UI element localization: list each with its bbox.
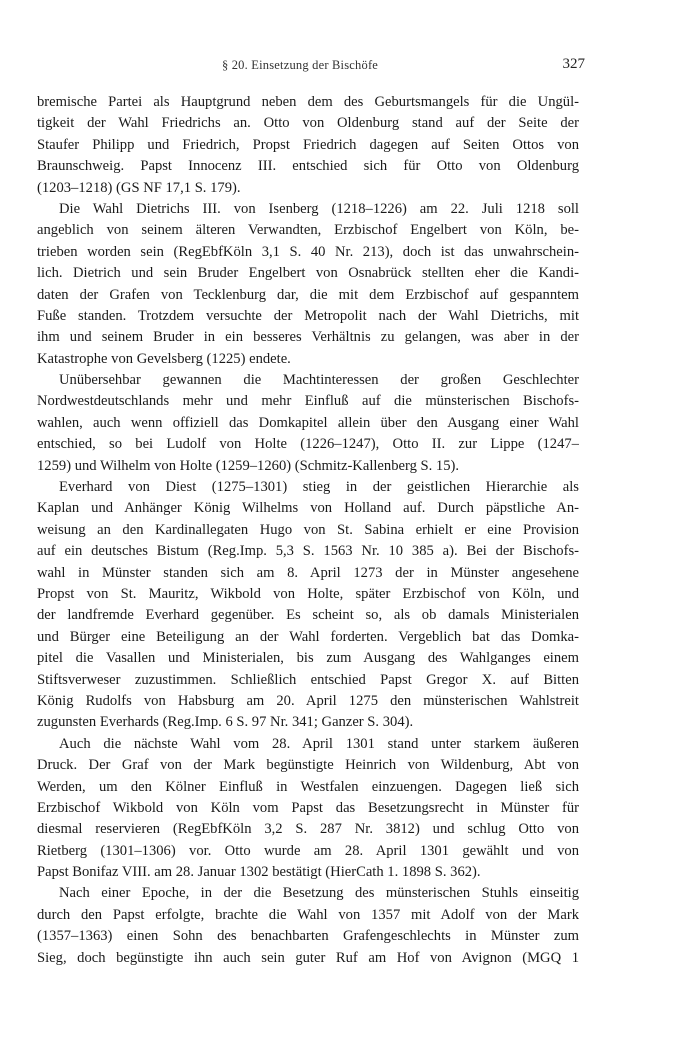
text-line: 1259) und Wilhelm von Holte (1259–1260) (Schmitz-Kallenberg S. 15). (37, 457, 460, 474)
text-line: wahl in Münster standen sich am 8. April 1273 der in Münster angesehene (37, 564, 579, 581)
text-line: Rietberg (1301–1306) vor. Otto wurde am 28. April 1301 gewählt und von (37, 842, 579, 859)
text-line: Stiftsverweser zuzustimmen. Schließlich entschied Papst Gregor X. auf Bitten (37, 671, 579, 688)
text-line: Staufer Philipp und Friedrich, Propst Friedrich dagegen auf Seiten Ottos von (37, 136, 579, 153)
text-line: weisung an den Kardinallegaten Hugo von St. Sabina erhielt er eine Provision (37, 521, 579, 538)
text-line: zugunsten Everhards (Reg.Imp. 6 S. 97 Nr. 341; Ganzer S. 304). (37, 714, 414, 731)
text-line: ihm und seinem Bruder in ein besseres Verhältnis zu gelangen, was aber in der (37, 329, 579, 346)
text-line: Katastrophe von Gevelsberg (1225) endete. (37, 350, 291, 367)
text-line: Auch die nächste Wahl vom 28. April 1301 stand unter starkem äußeren (59, 735, 579, 752)
text-line: wahlen, auch wenn offiziell das Domkapitel allein über den Ausgang einer Wahl (37, 414, 579, 431)
text-line: Sieg, doch begünstigte ihn auch sein guter Ruf am Hof von Avignon (MGQ 1 (37, 949, 579, 966)
paragraph-2 (37, 199, 579, 370)
paragraph-1 (37, 92, 579, 199)
text-line: Kaplan und Anhänger König Wilhelms von Holland auf. Durch päpstliche An- (37, 500, 579, 517)
text-line: tigkeit der Wahl Friedrichs an. Otto von Oldenburg stand auf der Seite der (37, 115, 579, 132)
text-line: pitel die Vasallen und Ministerialen, bis zum Ausgang des Wahlganges einem (37, 650, 579, 667)
text-line: Propst von St. Mauritz, Wikbold von Holte, später Erzbischof von Köln, und (37, 585, 579, 602)
paragraph-4 (37, 477, 579, 734)
text-line: diesmal reservieren (RegEbfKöln 3,2 S. 287 Nr. 3812) und schlug Otto von (37, 821, 579, 838)
text-line: (1357–1363) einen Sohn des benachbarten Grafengeschlechts in Münster zum (37, 928, 579, 945)
paragraph-6 (37, 883, 579, 969)
page-number: 327 (562, 56, 585, 72)
text-line: Fuße standen. Trotzdem versuchte der Metropolit nach der Wahl Dietrichs, mit (37, 307, 579, 324)
text-line: bremische Partei als Hauptgrund neben dem des Geburtsmangels für die Ungül- (37, 94, 579, 110)
running-head (0, 56, 700, 78)
text-line: Papst Bonifaz VIII. am 28. Januar 1302 bestätigt (HierCath 1. 1898 S. 362). (37, 864, 481, 881)
text-line: Erzbischof Wikbold von Köln vom Papst das Besetzungsrecht in Münster für (37, 799, 579, 816)
text-line: der landfremde Everhard gegenüber. Es scheint so, als ob damals Ministerialen (37, 607, 579, 624)
text-line: und Bürger eine Beteiligung an der Wahl forderten. Vergeblich bat das Domka- (37, 628, 579, 645)
text-line: Die Wahl Dietrichs III. von Isenberg (1218–1226) am 22. Juli 1218 soll (59, 200, 579, 217)
text-line: durch den Papst erfolgte, brachte die Wahl von 1357 mit Adolf von der Mark (37, 906, 579, 923)
text-line: König Rudolfs von Habsburg am 20. April 1275 den münsterischen Wahlstreit (37, 692, 579, 709)
text-line: trieben worden sein (RegEbfKöln 3,1 S. 40 Nr. 213), doch ist das unwahrschein- (37, 243, 579, 260)
text-line: Druck. Der Graf von der Mark begünstigte Heinrich von Wildenburg, Abt von (37, 757, 579, 774)
text-line: Nordwestdeutschlands mehr und mehr Einfluß auf die münsterischen Bischofs- (37, 393, 579, 410)
text-line: Everhard von Diest (1275–1301) stieg in der geistlichen Hierarchie als (59, 479, 579, 496)
text-line: Unübersehbar gewannen die Machtinteressen der großen Geschlechter (59, 372, 579, 389)
text-line: entschied, so bei Ludolf von Holte (1226–1247), Otto II. zur Lippe (1247– (37, 436, 579, 453)
paragraph-3 (37, 370, 579, 477)
text-line: Braunschweig. Papst Innocenz III. entschied sich für Otto von Oldenburg (37, 158, 579, 175)
running-title: § 20. Einsetzung der Bischöfe (221, 58, 379, 72)
text-line: (1203–1218) (GS NF 17,1 S. 179). (37, 179, 241, 196)
text-line: auf ein deutsches Bistum (Reg.Imp. 5,3 S. 1563 Nr. 10 385 a). Bei der Bischofs- (37, 543, 579, 560)
text-line: Nach einer Epoche, in der die Besetzung des münsterischen Stuhls einseitig (59, 885, 579, 902)
body-text (37, 92, 579, 969)
text-line: Werden, um den Kölner Einfluß in Westfalen einzuengen. Dagegen ließ sich (37, 778, 579, 795)
text-line: lich. Dietrich und sein Bruder Engelbert von Osnabrück stellten eher die Kandi- (37, 265, 579, 282)
text-line: angeblich von seinem älteren Verwandten, Erzbischof Engelbert von Köln, be- (37, 222, 579, 239)
text-line: daten der Grafen von Tecklenburg dar, die mit dem Erzbischof auf gespanntem (37, 286, 579, 303)
paragraph-5 (37, 734, 579, 884)
